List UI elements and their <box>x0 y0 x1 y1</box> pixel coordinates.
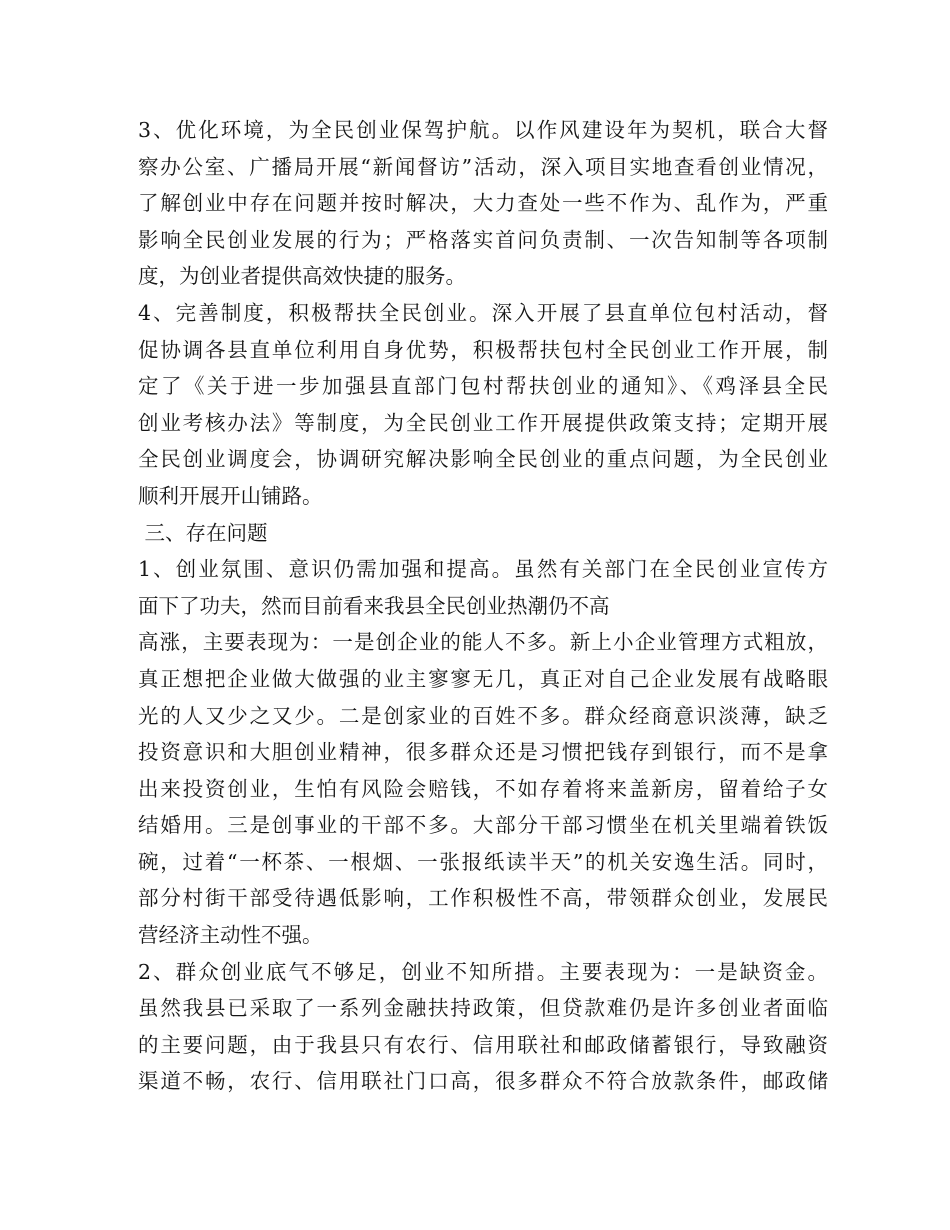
text-line: 出来投资创业，生怕有风险会赔钱，不如存着将来盖新房，留着给子女 <box>138 776 828 801</box>
text-line: 面下了功夫，然而目前看来我县全民创业热潮仍不高 <box>138 593 610 618</box>
text-line: 顺利开展开山铺路。 <box>138 483 323 508</box>
text-line: 2、群众创业底气不够足，创业不知所措。主要表现为：一是缺资金。 <box>138 959 828 984</box>
text-line: 结婚用。三是创事业的干部不多。大部分干部习惯坐在机关里端着铁饭 <box>138 813 828 838</box>
text-line: 虽然我县已采取了一系列金融扶持政策，但贷款难仍是许多创业者面临 <box>138 996 828 1021</box>
text-line: 1、创业氛围、意识仍需加强和提高。虽然有关部门在全民创业宣传方 <box>138 557 828 582</box>
text-line: 定了《关于进一步加强县直部门包村帮扶创业的通知》、《鸡泽县全民 <box>138 374 828 399</box>
text-line: 促协调各县直单位利用自身优势，积极帮扶包村全民创业工作开展，制 <box>138 337 828 362</box>
text-line: 的主要问题，由于我县只有农行、信用联社和邮政储蓄银行，导致融资 <box>138 1032 828 1057</box>
text-line: 创业考核办法》等制度，为全民创业工作开展提供政策支持；定期开展 <box>138 410 828 435</box>
text-line: 碗，过着“一杯茶、一根烟、一张报纸读半天”的机关安逸生活。同时， <box>138 849 828 874</box>
text-line: 度，为创业者提供高效快捷的服务。 <box>138 264 466 289</box>
text-line: 全民创业调度会，协调研究解决影响全民创业的重点问题，为全民创业 <box>138 447 828 472</box>
text-line: 影响全民创业发展的行为；严格落实首问负责制、一次告知制等各项制 <box>138 227 828 252</box>
text-line: 察办公室、广播局开展“新闻督访”活动，深入项目实地查看创业情况， <box>138 154 828 179</box>
section-heading: 三、存在问题 <box>138 520 268 545</box>
text-line: 了解创业中存在问题并按时解决，大力查处一些不作为、乱作为，严重 <box>138 191 828 216</box>
text-line: 渠道不畅，农行、信用联社门口高，很多群众不符合放款条件，邮政储 <box>138 1069 828 1094</box>
text-line: 光的人又少之又少。二是创家业的百姓不多。群众经商意识淡薄，缺乏 <box>138 703 828 728</box>
text-line: 营经济主动性不强。 <box>138 923 323 948</box>
text-line: 投资意识和大胆创业精神，很多群众还是习惯把钱存到银行，而不是拿 <box>138 740 828 765</box>
text-line: 高涨，主要表现为：一是创企业的能人不多。新上小企业管理方式粗放， <box>138 630 828 655</box>
text-line: 4、完善制度，积极帮扶全民创业。深入开展了县直单位包村活动，督 <box>138 300 828 325</box>
text-line: 3、优化环境，为全民创业保驾护航。以作风建设年为契机，联合大督 <box>138 118 828 142</box>
document-page <box>138 112 828 1100</box>
text-line: 真正想把企业做大做强的业主寥寥无几，真正对自己企业发展有战略眼 <box>138 666 828 691</box>
text-line: 部分村街干部受待遇低影响，工作积极性不高，带领群众创业，发展民 <box>138 886 828 911</box>
